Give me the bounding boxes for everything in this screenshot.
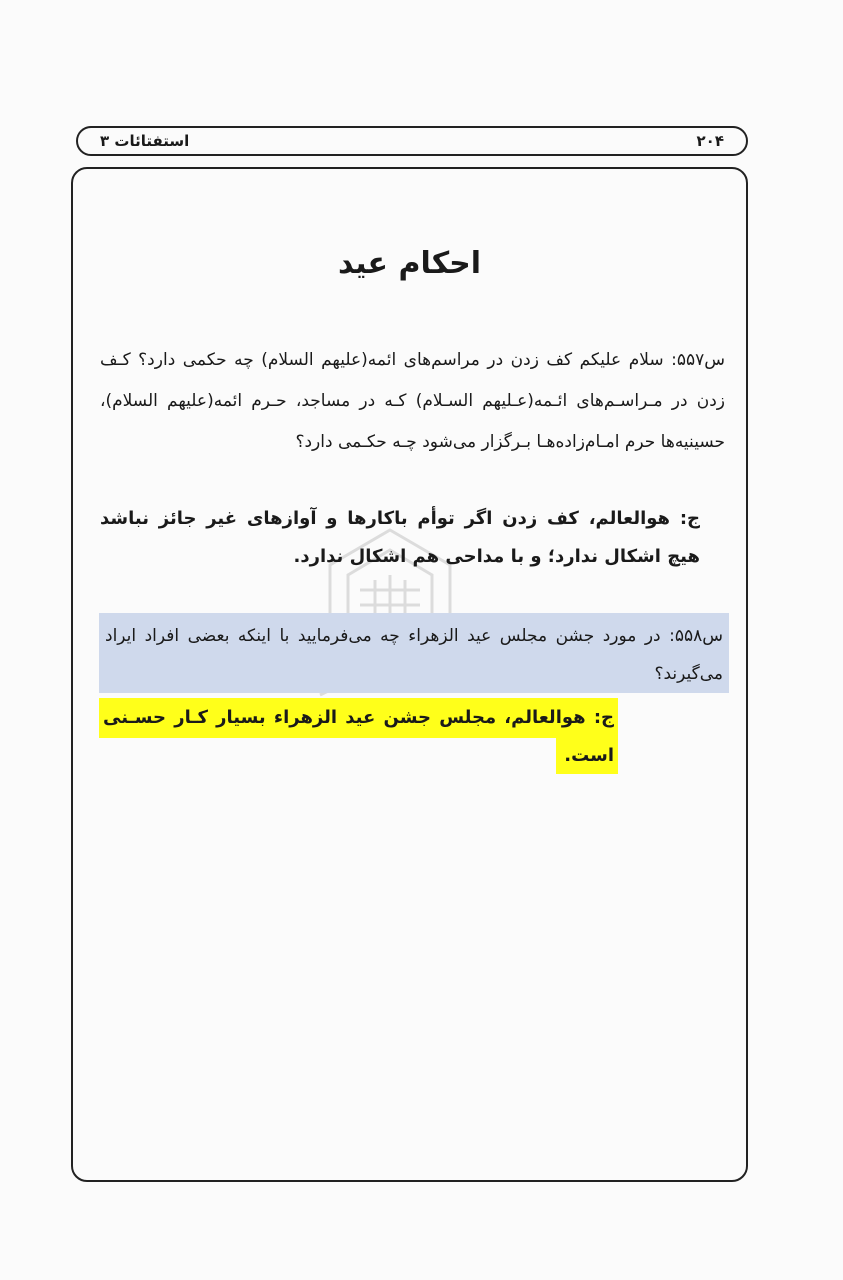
answer-558-line-1-highlighted: ج: هو‌العالم، مجلس جشن عید الزهراء بسیار کـار حسـنی: [99, 698, 618, 738]
answer-558-line-2-highlighted: است.: [556, 738, 618, 774]
answer-557: ج: هو‌العالم، کف زدن اگر توأم باکارها و آوازهای غیر جائز نباشد هیچ اشکال ندارد؛ و با مداحی هم اشکال ندارد.: [100, 508, 700, 567]
book-title: استفتائات ۳: [100, 132, 190, 150]
question-557: س۵۵۷: سلام علیکم کف زدن در مراسم‌های ائمه(علیهم السلام) چه حکمی دارد؟ کـف زدن در مـراسـم‌های ائـمه(عـلیهم السـلام) کـه در مساجد، حـرم ائمه(علیهم السلام)، حسینیه‌ها حرم امـام‌زاده‌هـا بـرگزار می‌شود چـه حکـمی دارد؟: [100, 350, 725, 452]
page-number: ۲۰۴: [696, 132, 724, 150]
page-header: [76, 126, 748, 156]
section-title: احکام عید: [337, 246, 482, 281]
question-558-highlighted: س۵۵۸: در مورد جشن مجلس عید الزهراء چه می‌فرمایید با اینکه بعضی افراد ایراد می‌گیرند؟: [99, 613, 729, 693]
